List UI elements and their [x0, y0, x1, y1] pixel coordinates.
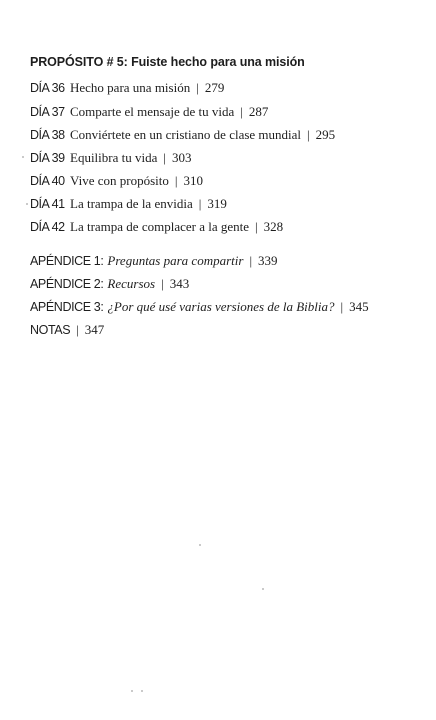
page-number: 345: [349, 299, 369, 314]
toc-entry-day-37: [30, 104, 268, 122]
toc-entry-appendix-3: [30, 299, 369, 315]
separator: |: [255, 219, 258, 234]
toc-entry-day-38: [30, 127, 335, 145]
separator: |: [340, 299, 344, 314]
separator: |: [163, 150, 166, 165]
entry-title: La trampa de la envidia: [70, 196, 193, 211]
day-label: DÍA 38: [30, 128, 65, 142]
toc-entry-day-36: [30, 80, 224, 98]
page-number: 287: [248, 104, 269, 119]
paper-speck: [141, 690, 143, 692]
day-label: DÍA 37: [30, 105, 65, 119]
separator: |: [198, 196, 202, 211]
page-number: 343: [169, 276, 190, 291]
paper-speck: [26, 203, 28, 205]
entry-title: Comparte el mensaje de tu vida: [70, 104, 235, 119]
separator: |: [196, 80, 199, 95]
page-number: 310: [183, 173, 203, 188]
toc-entry-appendix-2: [30, 276, 189, 292]
page-number: 328: [263, 219, 284, 234]
toc-entry-day-40: [30, 173, 203, 191]
toc-entry-day-39: [30, 150, 191, 168]
entry-title: Conviértete en un cristiano de clase mundial: [70, 127, 302, 142]
page-number: 295: [315, 127, 336, 142]
day-label: DÍA 41: [30, 197, 65, 211]
toc-entry-notes: [30, 322, 104, 338]
notes-label: NOTAS: [30, 323, 71, 337]
entry-title: Hecho para una misión: [70, 80, 191, 95]
appendix-title: Preguntas para compartir: [107, 253, 244, 268]
page-number: 303: [171, 150, 192, 165]
entry-title: Vive con propósito: [70, 173, 169, 188]
day-label: DÍA 42: [30, 220, 65, 234]
separator: |: [249, 253, 253, 268]
day-label: DÍA 36: [30, 81, 65, 95]
entry-title: La trampa de complacer a la gente: [70, 219, 250, 234]
page-number: 279: [204, 80, 225, 95]
toc-entry-day-42: [30, 219, 283, 237]
appendix-title: ¿Por qué usé varias versiones de la Biblia?: [107, 299, 335, 314]
section-heading: PROPÓSITO # 5: Fuiste hecho para una misión: [30, 55, 305, 69]
page-number: 347: [84, 322, 105, 337]
paper-speck: [262, 588, 264, 590]
day-label: DÍA 40: [30, 174, 65, 188]
toc-entry-day-41: [30, 196, 227, 214]
appendix-title: Recursos: [107, 276, 156, 291]
paper-speck: [131, 690, 133, 692]
separator: |: [76, 322, 79, 337]
entry-title: Equilibra tu vida: [70, 150, 158, 165]
appendix-label: APÉNDICE 2:: [30, 277, 104, 291]
page-number: 319: [207, 196, 227, 211]
toc-entry-appendix-1: [30, 253, 278, 269]
page-number: 339: [258, 253, 278, 268]
day-label: DÍA 39: [30, 151, 65, 165]
separator: |: [161, 276, 164, 291]
appendix-label: APÉNDICE 3:: [30, 300, 104, 314]
paper-speck: [199, 544, 201, 546]
separator: |: [240, 104, 243, 119]
separator: |: [174, 173, 178, 188]
paper-speck: [22, 156, 24, 158]
separator: |: [307, 127, 310, 142]
appendix-label: APÉNDICE 1:: [30, 254, 104, 268]
